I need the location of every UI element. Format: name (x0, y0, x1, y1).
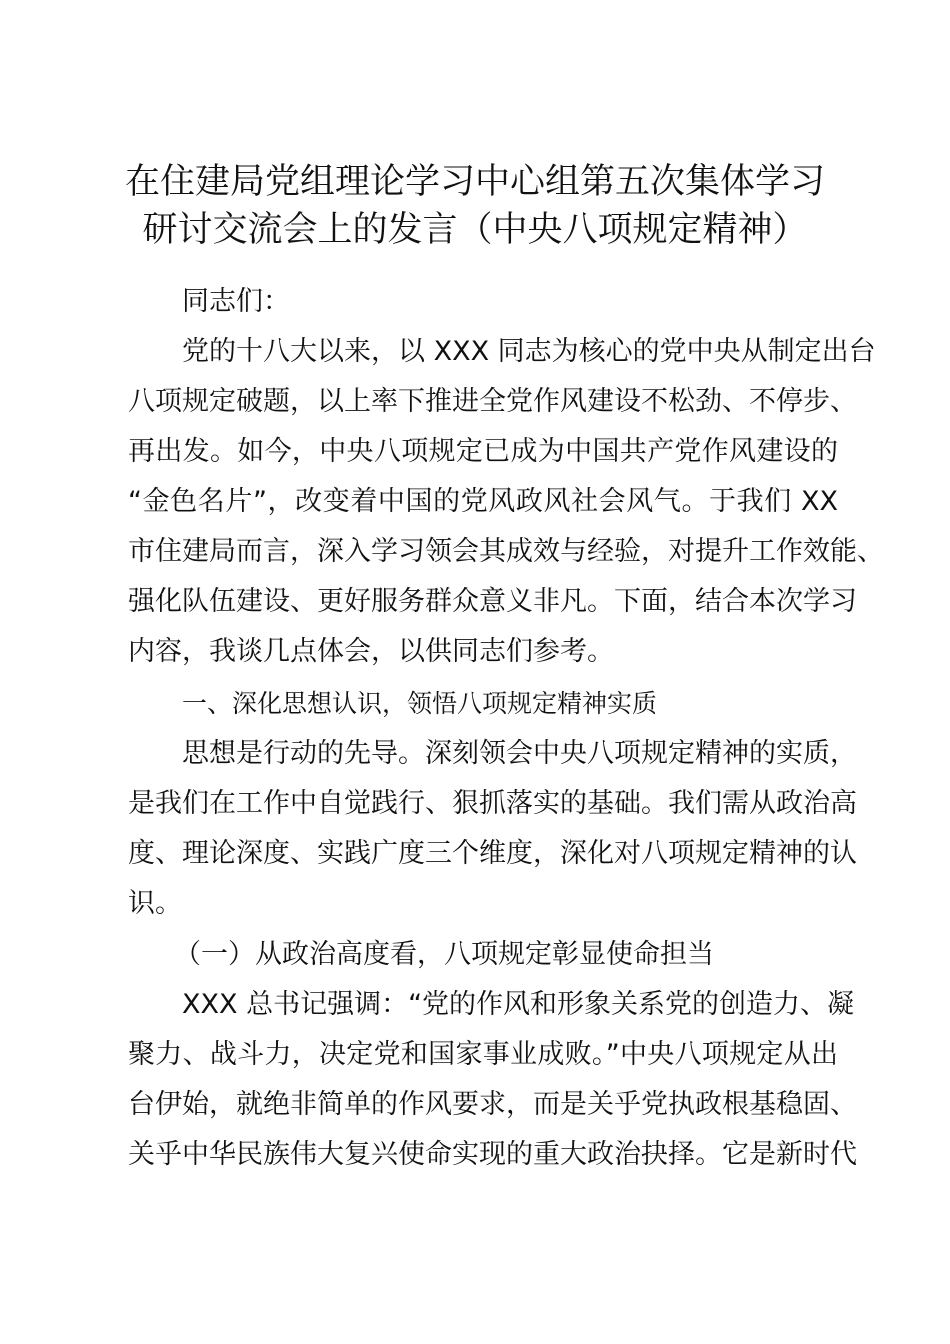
section1-paragraph (128, 729, 857, 929)
subsection1-line-2: 聚力、战斗力，决定党和国家事业成败。”中央八项规定从出 (128, 1039, 838, 1070)
document-title-line-2: 研讨交流会上的发言（中央八项规定精神） (142, 210, 808, 250)
intro-line-3: 再出发。如今，中央八项规定已成为中国共产党作风建设的 (128, 436, 838, 467)
document-title-line-1: 在住建局党组理论学习中心组第五次集体学习 (124, 162, 825, 202)
subsection1-line-1: XXX 总书记强调：“党的作风和形象关系党的创造力、凝 (182, 989, 855, 1020)
intro-paragraph (128, 327, 884, 677)
intro-line-4: “金色名片”，改变着中国的党风政风社会风气。于我们 XX (128, 486, 838, 517)
intro-line-1: 党的十八大以来，以 XXX 同志为核心的党中央从制定出台 (182, 336, 876, 367)
intro-line-7: 内容，我谈几点体会，以供同志们参考。 (128, 636, 614, 667)
section1-line-3: 度、理论深度、实践广度三个维度，深化对八项规定精神的认 (128, 838, 857, 869)
subsection-heading-1: （一）从政治高度看，八项规定彰显使命担当 (174, 939, 714, 970)
subsection1-paragraph (128, 980, 857, 1180)
intro-line-6: 强化队伍建设、更好服务群众意义非凡。下面，结合本次学习 (128, 586, 857, 617)
salutation: 同志们： (182, 286, 290, 317)
section1-line-2: 是我们在工作中自觉践行、狠抓落实的基础。我们需从政治高 (128, 788, 857, 819)
intro-line-2: 八项规定破题，以上率下推进全党作风建设不松劲、不停步、 (128, 386, 857, 417)
subsection1-line-4: 关乎中华民族伟大复兴使命实现的重大政治抉择。它是新时代 (128, 1139, 857, 1170)
section1-line-4: 识。 (128, 888, 182, 919)
intro-line-5: 市住建局而言，深入学习领会其成效与经验，对提升工作效能、 (128, 536, 884, 567)
section1-line-1: 思想是行动的先导。深刻领会中央八项规定精神的实质， (182, 738, 857, 769)
section-heading-1: 一、深化思想认识，领悟八项规定精神实质 (182, 689, 658, 718)
subsection1-line-3: 台伊始，就绝非简单的作风要求，而是关乎党执政根基稳固、 (128, 1089, 857, 1120)
